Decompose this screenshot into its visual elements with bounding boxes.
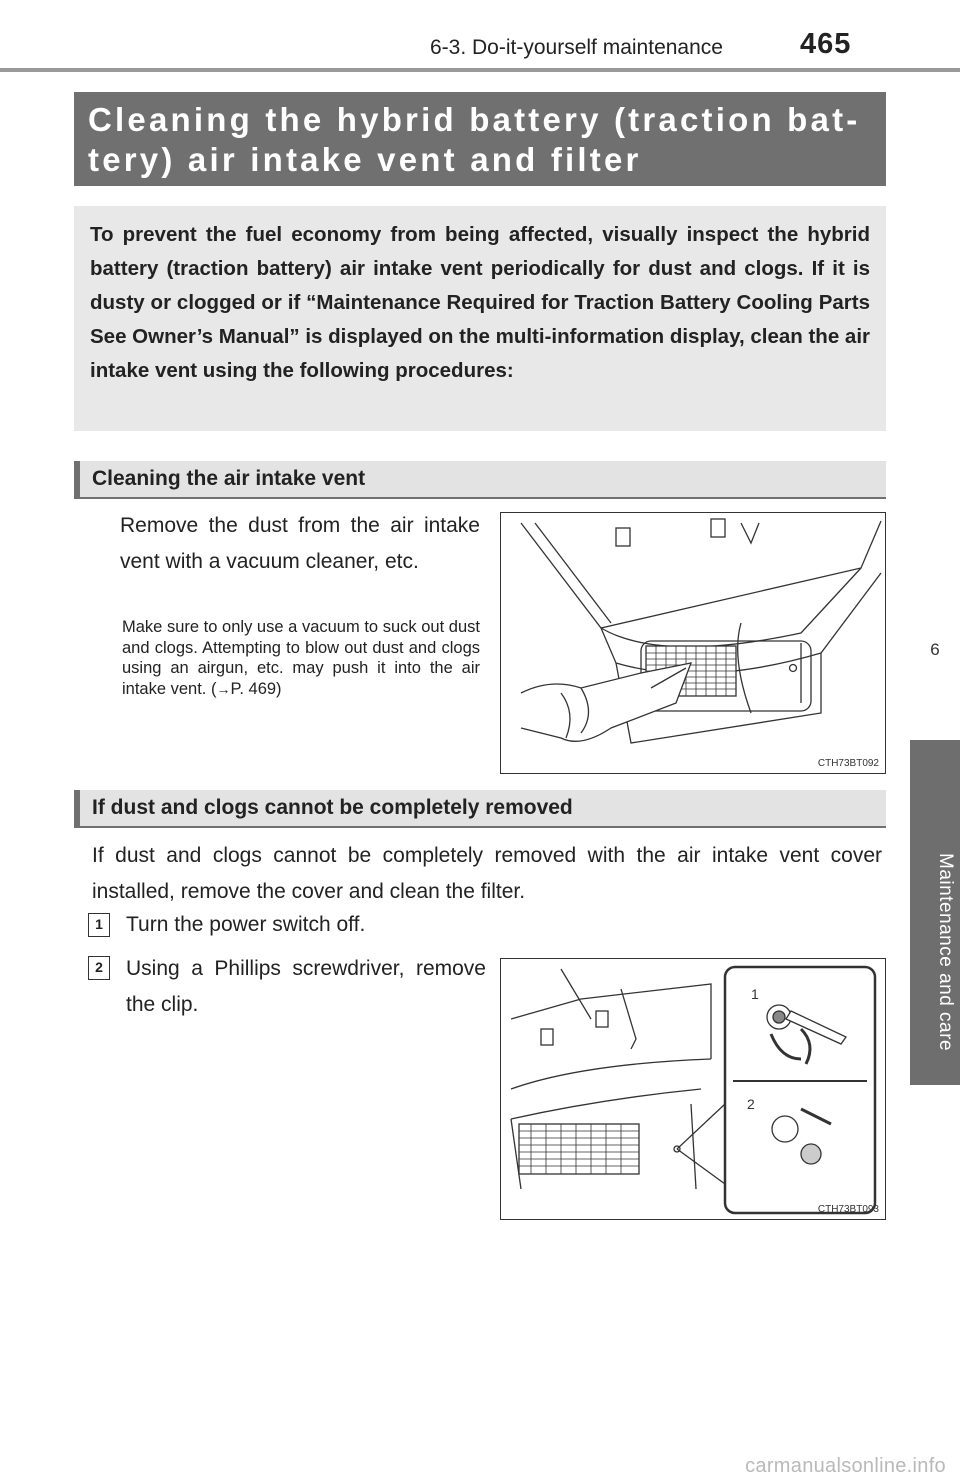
step-2-text: Using a Phillips screwdriver, remove the clip.: [126, 957, 486, 1016]
section2-body: If dust and clogs cannot be completely removed with the air intake vent cover installed, remove the cover and clean the filter.: [92, 844, 882, 903]
note-text: Make sure to only use a vacuum to suck out dust and clogs. Attempting to blow out dust and clogs using an airgun, etc. may push it into the air intake vent. (: [122, 618, 480, 698]
intro-text: To prevent the fuel economy from being affected, visually inspect the hybrid battery (traction battery) air intake vent periodically for dust and clogs. If it is dusty or clogged or if “Maintenance Required for Traction Battery Cooling Parts See Owner’s Manual” is displayed on the multi-information display, clean the air intake vent using the following procedures:: [90, 223, 870, 382]
arrow-right-icon: →: [216, 680, 231, 697]
chapter-number: 6: [930, 640, 940, 659]
section1-body: Remove the dust from the air intake vent with a vacuum cleaner, etc.: [120, 514, 480, 573]
step-number-2: 2: [88, 956, 110, 980]
title-line-1: Cleaning the hybrid battery (traction bat-: [88, 101, 861, 138]
section-heading-not-removed: [74, 790, 886, 828]
running-header-section: 6-3. Do-it-yourself maintenance: [430, 36, 723, 59]
section1-note: [122, 617, 480, 699]
page-title-text: [88, 100, 876, 180]
title-line-2: tery) air intake vent and filter: [88, 141, 642, 178]
step-1-text: Turn the power switch off.: [126, 913, 366, 936]
intro-box: [74, 206, 886, 431]
figure-code: CTH73BT093: [817, 1204, 879, 1215]
figure-code: CTH73BT092: [817, 758, 879, 769]
illustration-vacuum-vent: [500, 512, 886, 774]
step-number-1: 1: [88, 913, 110, 937]
header-rule: [0, 68, 960, 72]
clip-illustration-drawing: [501, 959, 884, 1218]
section-heading-text: If dust and clogs cannot be completely removed: [92, 796, 573, 819]
vacuum-illustration-drawing: [501, 513, 884, 772]
page-number: 465: [800, 28, 852, 60]
section-heading-cleaning-vent: [74, 461, 886, 499]
page-title: [74, 92, 886, 186]
callout-2: 2: [747, 1096, 755, 1112]
callout-1: 1: [751, 986, 759, 1002]
illustration-remove-clip: [500, 958, 886, 1220]
chapter-label: Maintenance and care: [935, 853, 956, 1052]
page-reference-link: P. 469): [230, 679, 282, 698]
section-heading-text: Cleaning the air intake vent: [92, 467, 366, 490]
watermark: carmanualsonline.info: [745, 1455, 946, 1477]
